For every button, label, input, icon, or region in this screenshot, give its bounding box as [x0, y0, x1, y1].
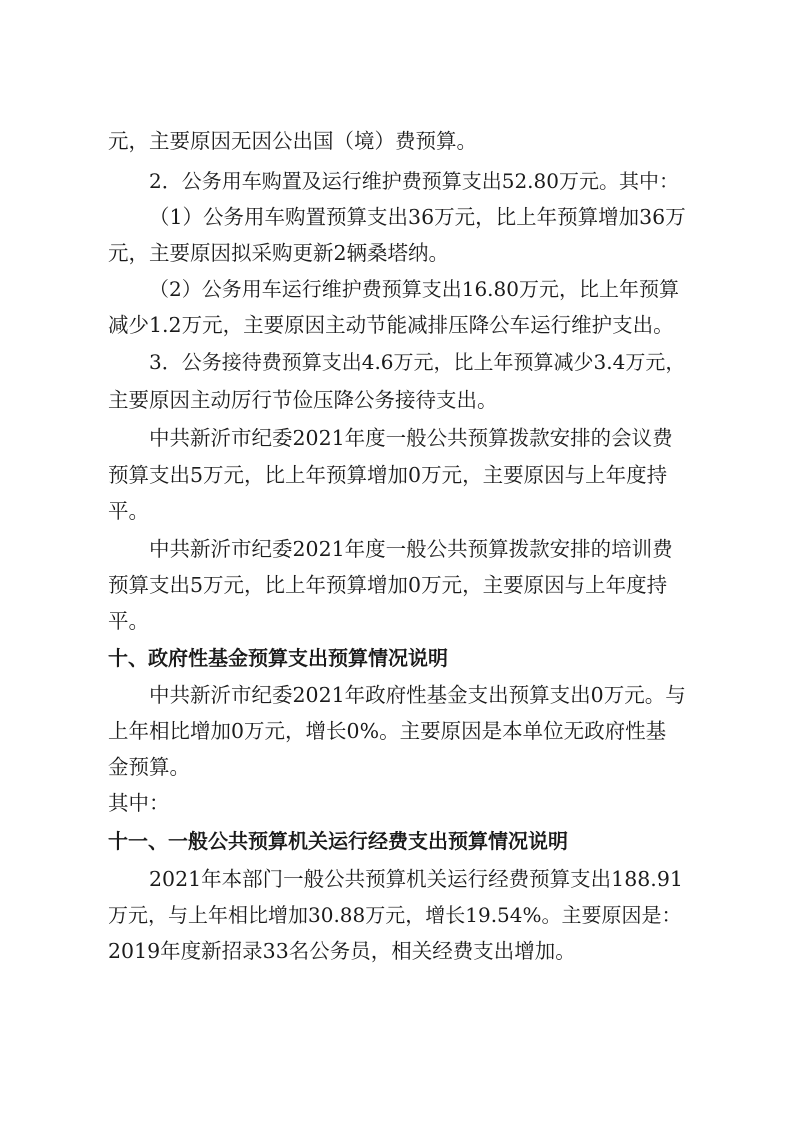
- paragraph-line: 预算支出5万元，比上年预算增加0万元，主要原因与上年度持: [108, 573, 668, 597]
- paragraph-line: 万元，与上年相比增加30.88万元，增长19.54%。主要原因是：: [108, 903, 682, 927]
- section-heading: 十、政府性基金预算支出预算情况说明: [108, 646, 448, 670]
- section-heading: 十一、一般公共预算机关运行经费支出预算情况说明: [108, 829, 568, 853]
- paragraph-line: 减少1.2万元，主要原因主动节能减排压降公车运行维护支出。: [108, 313, 674, 337]
- paragraph-line: 平。: [108, 499, 149, 523]
- paragraph-line: 2019年度新招录33名公务员，相关经费支出增加。: [108, 939, 576, 963]
- paragraph-line: 中共新沂市纪委2021年度一般公共预算拨款安排的会议费: [149, 426, 673, 450]
- paragraph-line: 预算支出5万元，比上年预算增加0万元，主要原因与上年度持: [108, 463, 668, 487]
- paragraph-line: 金预算。: [108, 755, 190, 779]
- paragraph-line: 中共新沂市纪委2021年度一般公共预算拨款安排的培训费: [149, 537, 673, 561]
- paragraph-line: 上年相比增加0万元，增长0%。主要原因是本单位无政府性基: [108, 719, 667, 743]
- paragraph-line: （2）公务用车运行维护费预算支出16.80万元，比上年预算: [149, 277, 679, 301]
- paragraph-line: 元，主要原因无因公出国（境）费预算。: [108, 129, 477, 153]
- paragraph-line: 2．公务用车购置及运行维护费预算支出52.80万元。其中：: [149, 169, 679, 193]
- paragraph-line: （1）公务用车购置预算支出36万元，比上年预算增加36万: [149, 205, 686, 229]
- paragraph-line: 主要原因主动厉行节俭压降公务接待支出。: [108, 388, 498, 412]
- paragraph-line: 元，主要原因拟采购更新2辆桑塔纳。: [108, 241, 450, 265]
- paragraph-line: 3．公务接待费预算支出4.6万元，比上年预算减少3.4万元，: [149, 350, 686, 374]
- paragraph-line: 2021年本部门一般公共预算机关运行经费预算支出188.91: [149, 867, 683, 891]
- paragraph-line: 平。: [108, 609, 149, 633]
- paragraph-line: 中共新沂市纪委2021年政府性基金支出预算支出0万元。与: [149, 683, 686, 707]
- paragraph-line: 其中：: [108, 791, 170, 815]
